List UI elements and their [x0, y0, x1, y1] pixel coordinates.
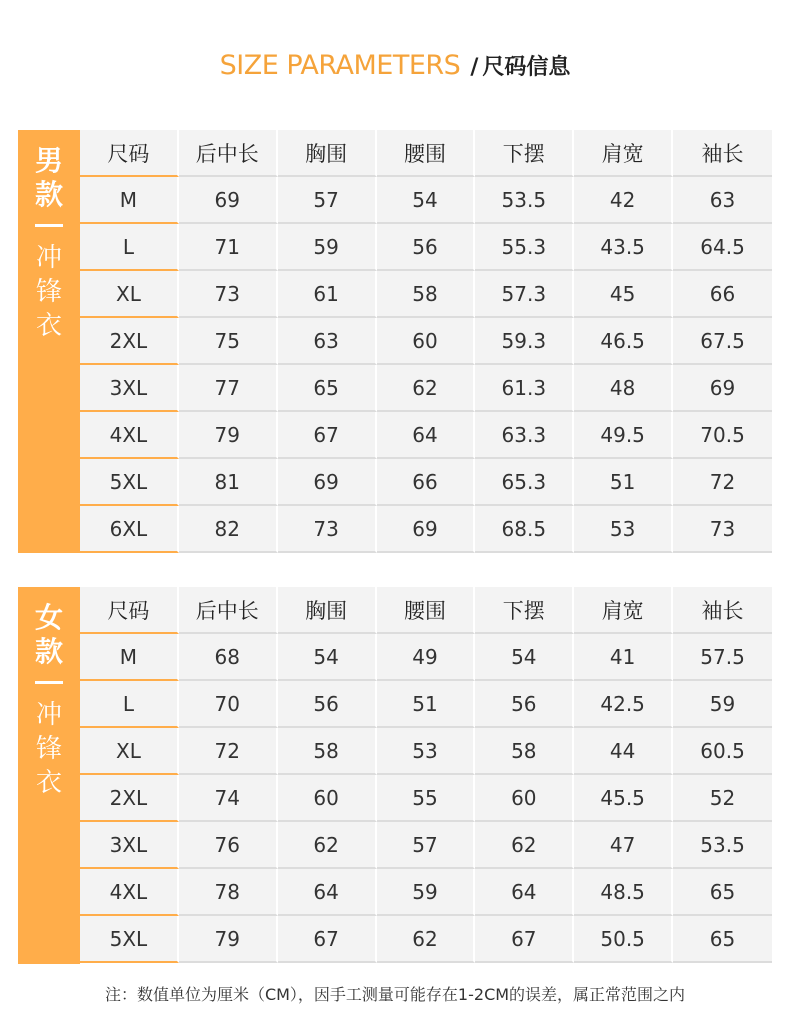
- women-label-char: 锋: [35, 734, 62, 764]
- measurement-cell: 70.5: [673, 412, 772, 459]
- measurement-cell: 77: [179, 365, 278, 412]
- size-label-cell: L: [80, 224, 179, 271]
- measurement-cell: 56: [278, 681, 377, 728]
- measurement-cell: 82: [179, 506, 278, 553]
- measurement-cell: 60.5: [673, 728, 772, 775]
- measurement-cell: 55.3: [475, 224, 574, 271]
- column-header: 胸围: [278, 587, 377, 634]
- table-row: [80, 224, 772, 271]
- measurement-cell: 79: [179, 916, 278, 963]
- size-label-cell: L: [80, 681, 179, 728]
- table-row: [80, 869, 772, 916]
- table-row: [80, 822, 772, 869]
- table-row: [80, 775, 772, 822]
- measurement-cell: 64: [475, 869, 574, 916]
- measurement-cell: 68.5: [475, 506, 574, 553]
- measurement-cell: 55: [377, 775, 476, 822]
- size-label-cell: 2XL: [80, 318, 179, 365]
- table-row: [80, 506, 772, 553]
- table-row: [80, 412, 772, 459]
- men-size-table: [80, 130, 772, 553]
- measurement-cell: 54: [278, 634, 377, 681]
- table-header-row: [80, 587, 772, 634]
- measurement-cell: 62: [377, 365, 476, 412]
- measurement-cell: 57: [377, 822, 476, 869]
- size-label-cell: 5XL: [80, 916, 179, 963]
- title-separator: /: [470, 55, 479, 80]
- column-header: 胸围: [278, 130, 377, 177]
- men-label-char: 锋: [35, 277, 62, 307]
- measurement-cell: 72: [673, 459, 772, 506]
- measurement-cell: 60: [377, 318, 476, 365]
- measurement-cell: 65: [673, 869, 772, 916]
- men-label-char: 冲: [35, 243, 62, 273]
- measurement-cell: 56: [377, 224, 476, 271]
- size-label-cell: 2XL: [80, 775, 179, 822]
- measurement-cell: 65: [278, 365, 377, 412]
- measurement-cell: 69: [673, 365, 772, 412]
- men-side-label: [18, 130, 80, 553]
- measurement-cell: 60: [278, 775, 377, 822]
- size-label-cell: 4XL: [80, 412, 179, 459]
- column-header: 袖长: [673, 130, 772, 177]
- measurement-cell: 48.5: [574, 869, 673, 916]
- women-size-chart: [18, 587, 772, 964]
- measurement-cell: 53.5: [673, 822, 772, 869]
- table-row: [80, 634, 772, 681]
- measurement-cell: 63: [673, 177, 772, 224]
- size-label-cell: 6XL: [80, 506, 179, 553]
- men-label-char: 款: [34, 178, 63, 211]
- table-row: [80, 681, 772, 728]
- measurement-cell: 67.5: [673, 318, 772, 365]
- women-label-char: 女: [34, 601, 63, 634]
- measurement-cell: 44: [574, 728, 673, 775]
- measurement-cell: 75: [179, 318, 278, 365]
- women-label-char: 衣: [35, 768, 62, 798]
- measurement-cell: 52: [673, 775, 772, 822]
- women-side-label: [18, 587, 80, 964]
- size-label-cell: 3XL: [80, 822, 179, 869]
- measurement-cell: 59.3: [475, 318, 574, 365]
- measurement-cell: 69: [278, 459, 377, 506]
- men-label-char: 衣: [35, 311, 62, 341]
- measurement-note: 注：数值单位为厘米（CM），因手工测量可能存在1-2CM的误差，属正常范围之内: [104, 985, 686, 1004]
- measurement-cell: 78: [179, 869, 278, 916]
- column-header: 肩宽: [574, 130, 673, 177]
- column-header: 下摆: [475, 587, 574, 634]
- measurement-cell: 66: [377, 459, 476, 506]
- column-header: 肩宽: [574, 587, 673, 634]
- measurement-cell: 54: [475, 634, 574, 681]
- measurement-cell: 42: [574, 177, 673, 224]
- size-label-cell: 4XL: [80, 869, 179, 916]
- measurement-cell: 58: [377, 271, 476, 318]
- measurement-cell: 72: [179, 728, 278, 775]
- column-header: 袖长: [673, 587, 772, 634]
- measurement-cell: 69: [377, 506, 476, 553]
- measurement-cell: 63.3: [475, 412, 574, 459]
- size-label-cell: XL: [80, 271, 179, 318]
- men-label-char: 男: [34, 144, 63, 177]
- measurement-cell: 65.3: [475, 459, 574, 506]
- measurement-cell: 58: [475, 728, 574, 775]
- measurement-cell: 43.5: [574, 224, 673, 271]
- table-row: [80, 271, 772, 318]
- measurement-cell: 53.5: [475, 177, 574, 224]
- women-label-char: 冲: [35, 700, 62, 730]
- measurement-cell: 57.5: [673, 634, 772, 681]
- table-row: [80, 459, 772, 506]
- measurement-cell: 66: [673, 271, 772, 318]
- measurement-cell: 46.5: [574, 318, 673, 365]
- table-row: [80, 728, 772, 775]
- measurement-cell: 47: [574, 822, 673, 869]
- size-label-cell: 3XL: [80, 365, 179, 412]
- measurement-cell: 45.5: [574, 775, 673, 822]
- measurement-cell: 48: [574, 365, 673, 412]
- measurement-cell: 54: [377, 177, 476, 224]
- measurement-cell: 59: [377, 869, 476, 916]
- measurement-cell: 42.5: [574, 681, 673, 728]
- size-label-cell: M: [80, 177, 179, 224]
- men-size-chart: [18, 130, 772, 553]
- measurement-cell: 73: [673, 506, 772, 553]
- measurement-cell: 63: [278, 318, 377, 365]
- measurement-cell: 51: [574, 459, 673, 506]
- table-row: [80, 916, 772, 963]
- measurement-cell: 61: [278, 271, 377, 318]
- table-row: [80, 318, 772, 365]
- measurement-cell: 41: [574, 634, 673, 681]
- measurement-cell: 73: [179, 271, 278, 318]
- measurement-cell: 50.5: [574, 916, 673, 963]
- measurement-cell: 62: [475, 822, 574, 869]
- measurement-cell: 60: [475, 775, 574, 822]
- column-header: 下摆: [475, 130, 574, 177]
- title-english: SIZE PARAMETERS: [219, 50, 461, 81]
- side-label-divider: [35, 224, 63, 227]
- size-label-cell: 5XL: [80, 459, 179, 506]
- size-label-cell: M: [80, 634, 179, 681]
- column-header: 腰围: [377, 587, 476, 634]
- measurement-cell: 67: [278, 916, 377, 963]
- table-header-row: [80, 130, 772, 177]
- measurement-cell: 53: [574, 506, 673, 553]
- women-label-char: 款: [34, 635, 63, 668]
- measurement-cell: 62: [377, 916, 476, 963]
- table-row: [80, 177, 772, 224]
- column-header: 尺码: [80, 130, 179, 177]
- measurement-cell: 81: [179, 459, 278, 506]
- measurement-cell: 67: [278, 412, 377, 459]
- measurement-cell: 56: [475, 681, 574, 728]
- column-header: 后中长: [179, 587, 278, 634]
- measurement-cell: 57.3: [475, 271, 574, 318]
- measurement-cell: 57: [278, 177, 377, 224]
- page-title: [0, 50, 790, 81]
- title-chinese: 尺码信息: [482, 55, 571, 80]
- measurement-cell: 73: [278, 506, 377, 553]
- measurement-cell: 64: [278, 869, 377, 916]
- measurement-cell: 45: [574, 271, 673, 318]
- women-size-table: [80, 587, 772, 963]
- measurement-cell: 61.3: [475, 365, 574, 412]
- measurement-cell: 62: [278, 822, 377, 869]
- measurement-cell: 71: [179, 224, 278, 271]
- measurement-cell: 64.5: [673, 224, 772, 271]
- measurement-cell: 49: [377, 634, 476, 681]
- table-row: [80, 365, 772, 412]
- measurement-cell: 79: [179, 412, 278, 459]
- measurement-cell: 68: [179, 634, 278, 681]
- measurement-cell: 59: [673, 681, 772, 728]
- side-label-divider: [35, 681, 63, 684]
- column-header: 尺码: [80, 587, 179, 634]
- measurement-cell: 49.5: [574, 412, 673, 459]
- measurement-cell: 65: [673, 916, 772, 963]
- measurement-cell: 51: [377, 681, 476, 728]
- column-header: 腰围: [377, 130, 476, 177]
- measurement-cell: 74: [179, 775, 278, 822]
- measurement-cell: 53: [377, 728, 476, 775]
- measurement-cell: 70: [179, 681, 278, 728]
- measurement-cell: 64: [377, 412, 476, 459]
- measurement-cell: 59: [278, 224, 377, 271]
- measurement-cell: 69: [179, 177, 278, 224]
- measurement-cell: 67: [475, 916, 574, 963]
- size-label-cell: XL: [80, 728, 179, 775]
- column-header: 后中长: [179, 130, 278, 177]
- measurement-cell: 76: [179, 822, 278, 869]
- measurement-cell: 58: [278, 728, 377, 775]
